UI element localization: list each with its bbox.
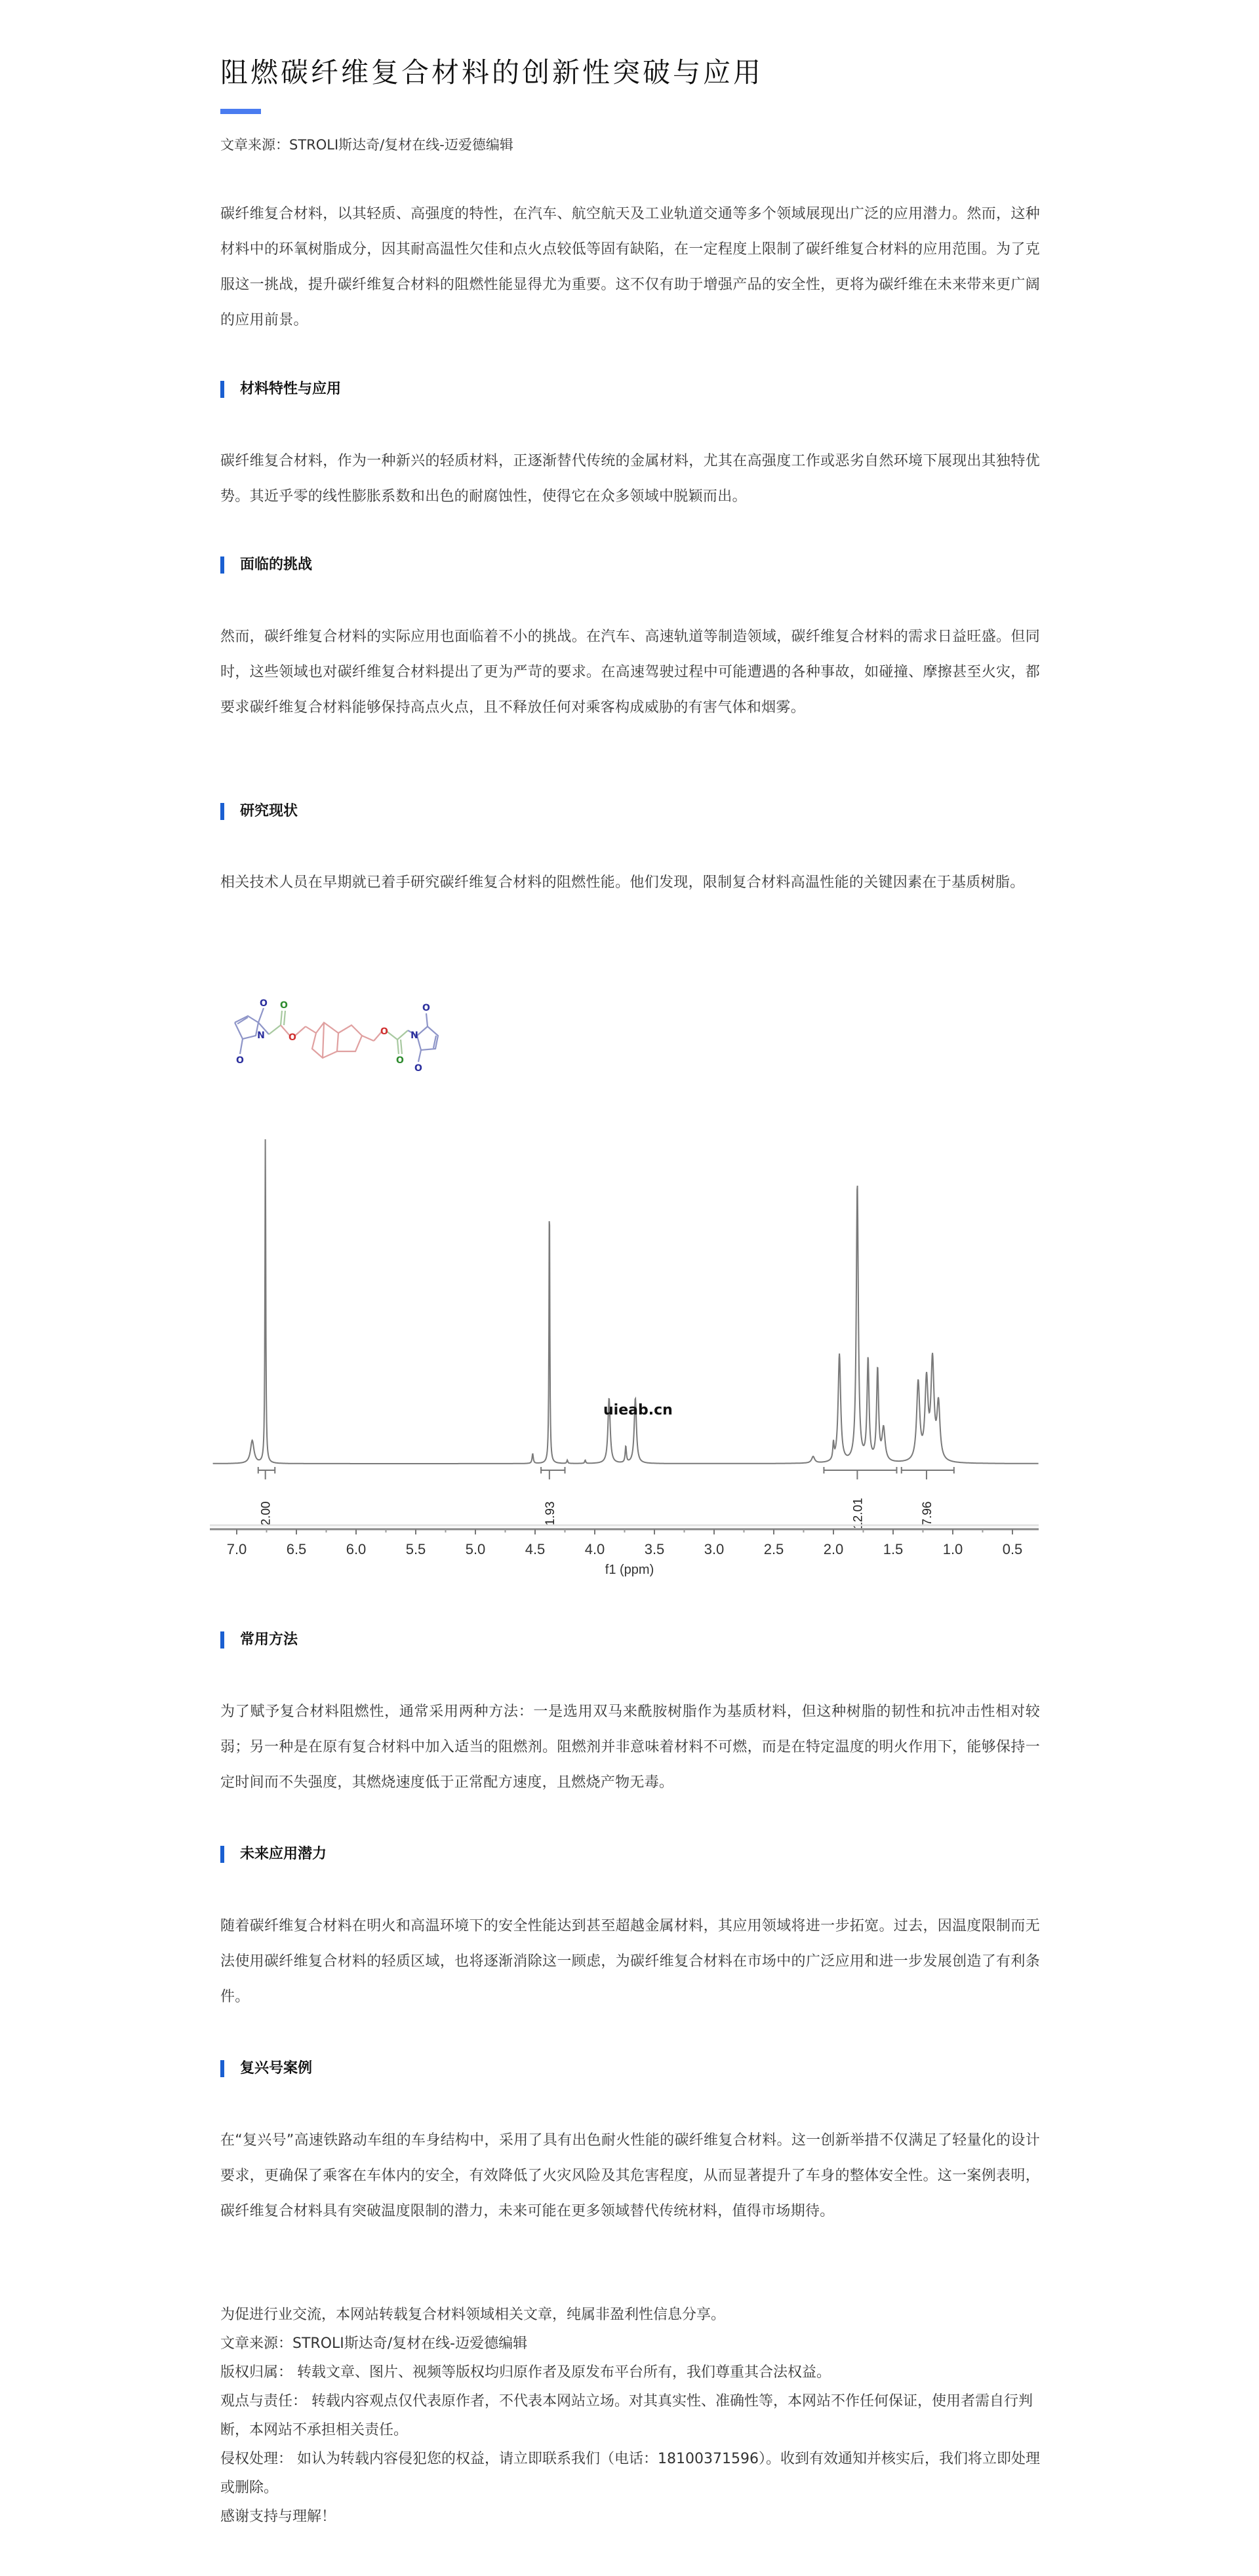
x-tick-label: 3.0 <box>704 1541 725 1557</box>
page-title: 阻燃碳纤维复合材料的创新性突破与应用 <box>220 56 764 88</box>
section-heading-research <box>220 802 298 821</box>
atom-label: O <box>236 1055 244 1066</box>
footer-line: 为促进行业交流，本网站转载复合材料领域相关文章，纯属非盈利性信息分享。 <box>220 2307 726 2323</box>
section-body-methods: 为了赋予复合材料阻燃性，通常采用两种方法：一是选用双马来酰胺树脂作为基质材料，但这种树脂的韧性和抗冲击性相对较弱；另一种是在原有复合材料中加入适当的阻燃剂。阻燃剂并非意味着材料不可燃，而是在特定温度的明火作用下，能够保持一定时间而不失强度，其燃烧速度低于正常配方速度，且燃烧产物无毒。 <box>220 1704 1040 1791</box>
footer-line: 文章来源：STROLI斯达奇/复材在线-迈爱德编辑 <box>220 2335 528 2352</box>
heading-accent-bar <box>220 556 224 574</box>
section-heading-future <box>220 1845 327 1864</box>
integration-marks <box>258 1467 954 1529</box>
x-axis-label: f1 (ppm) <box>605 1563 654 1577</box>
nmr-figure <box>210 970 1049 1593</box>
atom-label: N <box>257 1030 265 1041</box>
atom-label: O <box>289 1032 296 1043</box>
atom-label: O <box>414 1063 422 1074</box>
atom-label: O <box>396 1055 404 1066</box>
section-heading-methods <box>220 1631 298 1649</box>
heading-text: 研究现状 <box>240 803 298 819</box>
article-source: 文章来源：STROLI斯达奇/复材在线-迈爱德编辑 <box>220 137 513 153</box>
section-body-research: 相关技术人员在早期就已着手研究碳纤维复合材料的阻燃性能。他们发现，限制复合材料高温性能的关键因素在于基质树脂。 <box>220 874 1025 891</box>
x-tick-label: 3.5 <box>644 1541 665 1557</box>
integration-label: 2.00 <box>259 1501 273 1526</box>
atom-label: N <box>410 1030 418 1041</box>
heading-text: 未来应用潜力 <box>240 1846 327 1862</box>
title-accent-bar <box>220 109 261 114</box>
x-tick-label: 4.0 <box>584 1541 605 1557</box>
atom-label: O <box>280 1000 288 1011</box>
atom-label: O <box>380 1026 388 1037</box>
x-axis <box>210 1525 1039 1557</box>
x-tick-label: 1.0 <box>942 1541 963 1557</box>
x-tick-label: 4.5 <box>525 1541 546 1557</box>
intro-paragraph: 碳纤维复合材料，以其轻质、高强度的特性，在汽车、航空航天及工业轨道交通等多个领域展现出广泛的应用潜力。然而，这种材料中的环氧树脂成分，因其耐高温性欠佳和点火点较低等固有缺陷，在一定程度上限制了碳纤维复合材料的应用范围。为了克服这一挑战，提升碳纤维复合材料的阻燃性能显得尤为重要。这不仅有助于增强产品的安全性，更将为碳纤维在未来带来更广阔的应用前景。 <box>220 206 1040 328</box>
footer-line: 侵权处理： 如认为转载内容侵犯您的权益，请立即联系我们（电话：18100371596）。收到有效通知并核实后，我们将立即处理或删除。 <box>220 2451 1040 2496</box>
heading-accent-bar <box>220 1631 224 1649</box>
heading-text: 面临的挑战 <box>240 556 313 573</box>
footer-line: 版权归属： 转载文章、图片、视频等版权均归原作者及原发布平台所有，我们尊重其合法权益。 <box>220 2364 831 2381</box>
x-tick-label: 6.0 <box>346 1541 367 1557</box>
integration-label: 12.01 <box>851 1498 866 1529</box>
heading-text: 复兴号案例 <box>240 2060 313 2077</box>
section-heading-case <box>220 2059 312 2078</box>
molecule-structure-icon <box>235 998 438 1074</box>
nmr-spectrum-chart <box>210 970 1049 1593</box>
x-tick-label: 5.5 <box>405 1541 426 1557</box>
heading-text: 常用方法 <box>240 1631 298 1648</box>
section-heading-properties <box>220 380 341 399</box>
atom-label: O <box>422 1003 430 1013</box>
section-body-challenges: 然而，碳纤维复合材料的实际应用也面临着不小的挑战。在汽车、高速轨道等制造领域，碳纤维复合材料的需求日益旺盛。但同时，这些领域也对碳纤维复合材料提出了更为严苛的要求。在高速驾驶过程中可能遭遇的各种事故，如碰撞、摩擦甚至火灾，都要求碳纤维复合材料能够保持高点火点，且不释放任何对乘客构成威胁的有害气体和烟雾。 <box>220 629 1040 716</box>
integration-label: 7.96 <box>920 1501 934 1526</box>
heading-accent-bar <box>220 2060 224 2077</box>
heading-accent-bar <box>220 381 224 398</box>
x-tick-label: 6.5 <box>286 1541 307 1557</box>
footer-line: 观点与责任： 转载内容观点仅代表原作者，不代表本网站立场。对其真实性、准确性等，本网站不作任何保证，使用者需自行判断，本网站不承担相关责任。 <box>220 2393 1033 2438</box>
x-tick-label: 7.0 <box>226 1541 247 1557</box>
footer-line: 感谢支持与理解！ <box>220 2508 336 2525</box>
section-body-case: 在“复兴号”高速铁路动车组的车身结构中，采用了具有出色耐火性能的碳纤维复合材料。这一创新举措不仅满足了轻量化的设计要求，更确保了乘客在车体内的安全，有效降低了火灾风险及其危害程度，从而显著提升了车身的整体安全性。这一案例表明，碳纤维复合材料具有突破温度限制的潜力，未来可能在更多领域替代传统材料，值得市场期待。 <box>220 2132 1040 2219</box>
watermark: uieab.cn <box>603 1402 673 1418</box>
x-tick-label: 5.0 <box>465 1541 486 1557</box>
integration-label: 1.93 <box>543 1501 557 1526</box>
atom-label: O <box>260 998 268 1009</box>
heading-text: 材料特性与应用 <box>240 381 342 397</box>
section-heading-challenges <box>220 556 312 574</box>
section-body-properties: 碳纤维复合材料，作为一种新兴的轻质材料，正逐渐替代传统的金属材料，尤其在高强度工作或恶劣自然环境下展现出其独特优势。其近乎零的线性膨胀系数和出色的耐腐蚀性，使得它在众多领域中脱颖而出。 <box>220 453 1040 505</box>
heading-accent-bar <box>220 803 224 820</box>
section-body-future: 随着碳纤维复合材料在明火和高温环境下的安全性能达到甚至超越金属材料，其应用领域将进一步拓宽。过去，因温度限制而无法使用碳纤维复合材料的轻质区域，也将逐渐消除这一顾虑，为碳纤维复合材料在市场中的广泛应用和进一步发展创造了有利条件。 <box>220 1918 1040 2005</box>
x-tick-label: 2.0 <box>823 1541 844 1557</box>
x-tick-label: 1.5 <box>883 1541 904 1557</box>
disclaimer-footer <box>220 2301 1040 2531</box>
x-tick-label: 2.5 <box>763 1541 784 1557</box>
heading-accent-bar <box>220 1846 224 1863</box>
x-tick-label: 0.5 <box>1002 1541 1023 1557</box>
